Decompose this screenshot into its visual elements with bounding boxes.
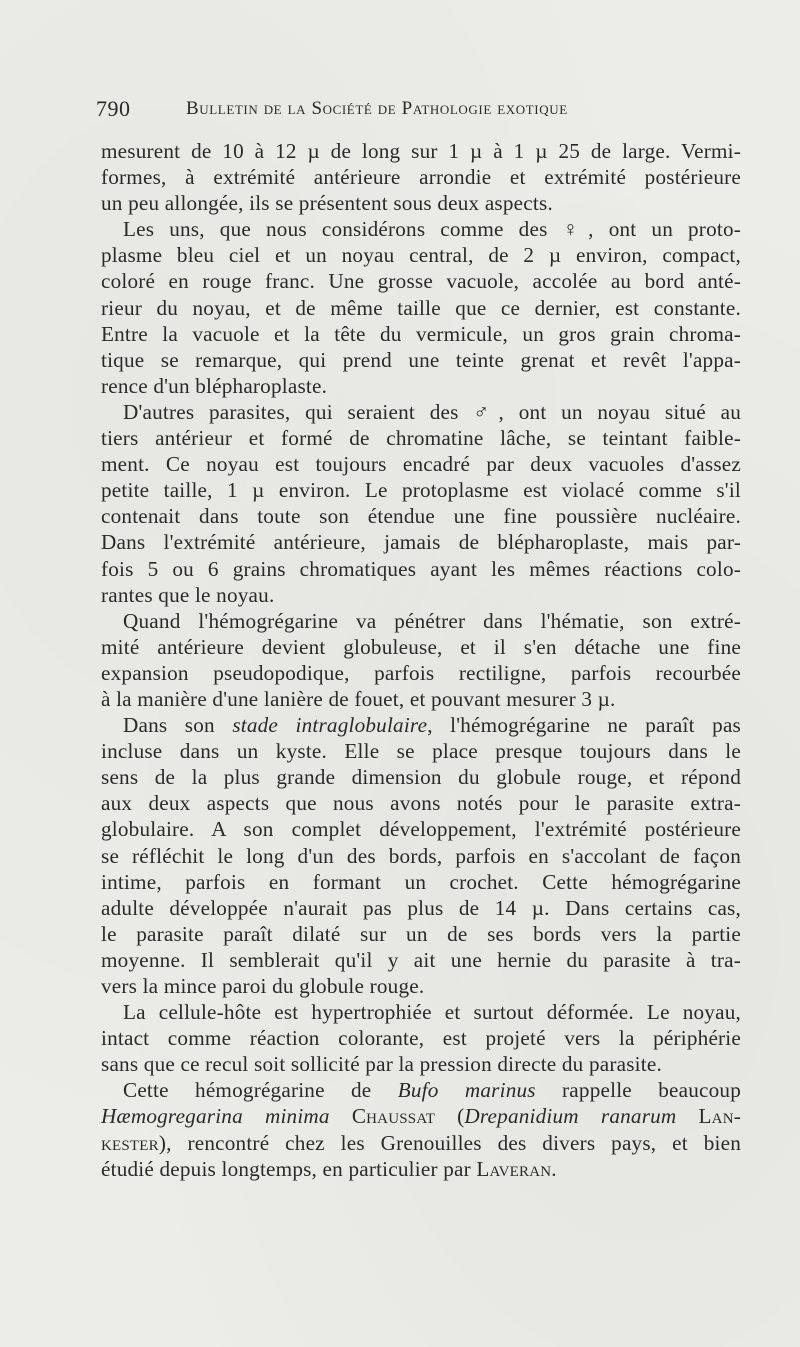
text-line: moyenne. Il semblerait qu'il y ait une hernie du parasite à tra- — [101, 947, 741, 972]
author-name: kester — [101, 1130, 159, 1155]
text-line: formes, à extrémité antérieure arrondie et extrémité postérieure — [101, 165, 741, 190]
author-name: Chaussat — [351, 1104, 436, 1129]
author-name: Laveran — [476, 1156, 552, 1181]
text-line: mité antérieure devient globuleuse, et il s'en détache une fine — [101, 634, 741, 659]
text-line: le parasite paraît dilaté sur un de ses bords vers la partie — [101, 921, 741, 946]
text-line: Entre la vacuole et la tête du vermicule, un gros grain chroma- — [101, 321, 741, 346]
text-line: aux deux aspects que nous avons notés pour le parasite extra- — [101, 791, 741, 816]
text-line: adulte développée n'aurait pas plus de 14 µ. Dans certains cas, — [101, 895, 741, 920]
text-line: Les uns, que nous considérons comme des ♀, ont un proto- — [123, 217, 741, 242]
text-line: sans que ce recul soit sollicité par la pression directe du parasite. — [101, 1052, 662, 1077]
italic-term: Hæmogregarina minima — [101, 1104, 330, 1129]
text-line: Hæmogregarina minima Chaussat (Drepanidium ranarum Lan- — [101, 1104, 741, 1129]
text-line: petite taille, 1 µ environ. Le protoplasme est violacé comme s'il — [101, 478, 741, 503]
text-line: mesurent de 10 à 12 µ de long sur 1 µ à 1 µ 25 de large. Vermi- — [101, 139, 741, 163]
text-line: expansion pseudopodique, parfois rectiligne, parfois recourbée — [101, 660, 741, 685]
text-line: vers la mince paroi du globule rouge. — [101, 974, 425, 998]
text-line: D'autres parasites, qui seraient des ♂, ont un noyau situé au — [123, 399, 741, 424]
author-name: Lan- — [698, 1104, 741, 1129]
text-line: étudié depuis longtemps, en particulier par Laveran. — [101, 1156, 557, 1181]
italic-term: stade intraglobulaire — [232, 713, 428, 738]
text-line: incluse dans un kyste. Elle se place presque toujours dans le — [101, 739, 741, 764]
text-line: Cette hémogrégarine de Bufo marinus rappelle beaucoup — [123, 1078, 741, 1103]
text-line: intact comme réaction colorante, est projeté vers la périphérie — [101, 1026, 741, 1051]
italic-term: Bufo marinus — [397, 1078, 536, 1103]
text-line: à la manière d'une lanière de fouet, et pouvant mesurer 3 µ. — [101, 686, 616, 711]
text-line: rieur du noyau, et de même taille que ce dernier, est constante. — [101, 295, 741, 320]
text-line: un peu allongée, ils se présentent sous deux aspects. — [101, 191, 553, 216]
text-line: tiers antérieur et formé de chromatine lâche, se teintant faible- — [101, 426, 741, 451]
italic-term: Drepanidium ranarum — [464, 1104, 677, 1129]
text-line: kester), rencontré chez les Grenouilles des divers pays, et bien — [101, 1130, 741, 1155]
text-line: ment. Ce noyau est toujours encadré par deux vacuoles d'assez — [101, 452, 741, 477]
text-line: globulaire. A son complet développement, l'extrémité postérieure — [101, 817, 741, 842]
running-title: Bulletin de la Société de Pathologie exotique — [186, 98, 568, 119]
body-text — [101, 138, 741, 1182]
text-line: Dans son stade intraglobulaire, l'hémogrégarine ne paraît pas — [123, 713, 741, 738]
text-line: plasme bleu ciel et un noyau central, de 2 µ environ, compact, — [101, 243, 741, 268]
page-header — [96, 96, 706, 132]
text-line: rantes que le noyau. — [101, 582, 275, 607]
text-line: La cellule-hôte est hypertrophiée et surtout déformée. Le noyau, — [123, 1000, 741, 1025]
text-line: intime, parfois en formant un crochet. Cette hémogrégarine — [101, 869, 741, 894]
text-line: rence d'un blépharoplaste. — [101, 373, 328, 398]
text-line: Quand l'hémogrégarine va pénétrer dans l'hématie, son extré- — [123, 608, 741, 633]
text-line: se réfléchit le long d'un des bords, parfois en s'accolant de façon — [101, 843, 741, 868]
text-line: contenait dans toute son étendue une fine poussière nucléaire. — [101, 504, 741, 529]
text-line: coloré en rouge franc. Une grosse vacuole, accolée au bord anté- — [101, 269, 741, 294]
text-line: fois 5 ou 6 grains chromatiques ayant les mêmes réactions colo- — [101, 556, 741, 581]
text-line: tique se remarque, qui prend une teinte grenat et revêt l'appa- — [101, 347, 741, 372]
text-line: sens de la plus grande dimension du globule rouge, et répond — [101, 765, 741, 790]
page-number: 790 — [96, 96, 131, 121]
text-line: Dans l'extrémité antérieure, jamais de blépharoplaste, mais par- — [101, 530, 741, 555]
